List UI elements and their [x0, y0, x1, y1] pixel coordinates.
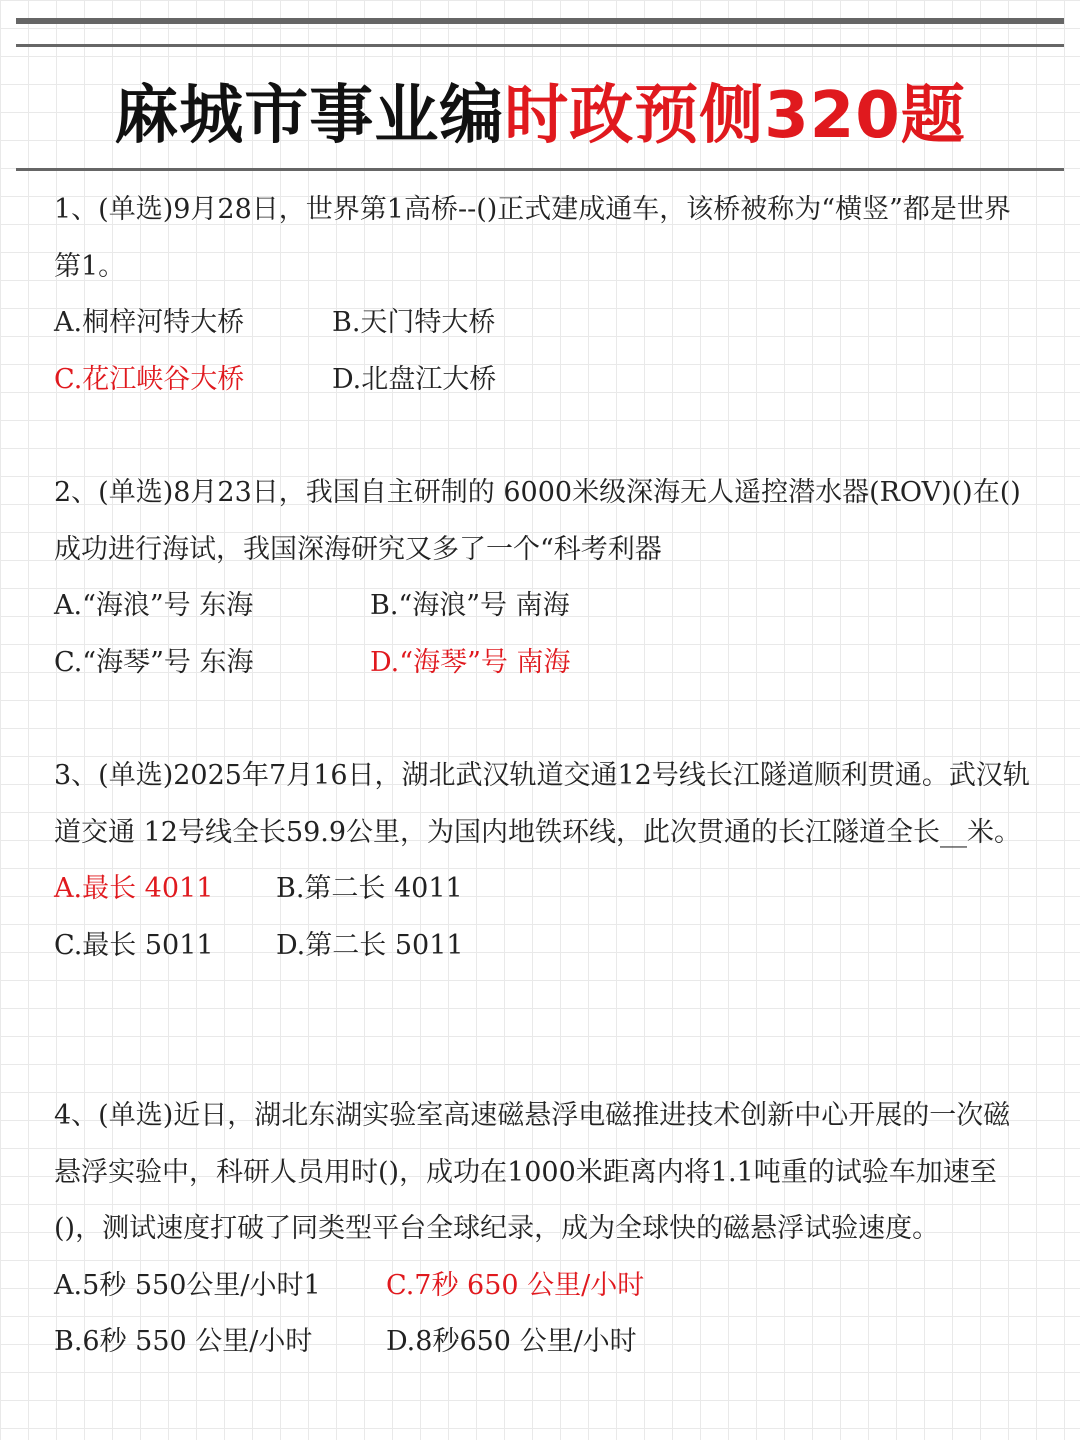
question-1-option-b: B.天门特大桥: [332, 307, 496, 338]
top-rule-thin: [16, 44, 1064, 47]
title-red-part: 时政预侧320题: [504, 79, 966, 153]
question-3-options-row-1: [54, 861, 1030, 918]
title-underline-rule: [16, 168, 1064, 171]
question-1: [54, 182, 1030, 408]
top-rule-thick: [16, 18, 1064, 24]
question-2-text: 2、(单选)8月23日，我国自主研制的 6000米级深海无人遥控潜水器(ROV)()在()成功进行海试，我国深海研究又多了一个“科考利器: [54, 477, 1021, 565]
question-3-text: 3、(单选)2025年7月16日，湖北武汉轨道交通12号线长江隧道顺利贯通。武汉轨道交通 12号线全长59.9公里，为国内地铁环线，此次贯通的长江隧道全长__米。: [54, 760, 1030, 848]
question-2-option-c: C.“海琴”号 东海: [54, 646, 254, 678]
question-3-option-d: D.第二长 5011: [276, 929, 464, 961]
question-1-options-row-2: [54, 352, 1030, 409]
question-2-option-a: A.“海浪”号 东海: [54, 590, 254, 621]
question-4-options-row-1: [54, 1258, 1030, 1315]
page-title: [0, 68, 1080, 164]
question-1-options-row-1: [54, 295, 1030, 352]
question-3: [54, 748, 1030, 974]
question-2-option-b: B.“海浪”号 南海: [370, 590, 570, 621]
question-4-option-b: B.6秒 550 公里/小时: [54, 1326, 313, 1357]
question-2-options-row-2: [54, 635, 1030, 692]
question-1-option-a: A.桐梓河特大桥: [54, 307, 245, 338]
question-4-text: 4、(单选)近日，湖北东湖实验室高速磁悬浮电磁推进技术创新中心开展的一次磁悬浮实验中，科研人员用时()，成功在1000米距离内将1.1吨重的试验车加速至()，测试速度打破了同类型平台全球纪录，成为全球快的磁悬浮试验速度。: [54, 1100, 1011, 1244]
title-black-part: 麻城市事业编: [114, 79, 505, 153]
question-2: [54, 465, 1030, 691]
question-4-option-c-answer: C.7秒 650 公里/小时: [386, 1269, 645, 1301]
question-4-option-a: A.5秒 550公里/小时1: [54, 1269, 321, 1301]
question-1-text: 1、(单选)9月28日，世界第1高桥--()正式建成通车，该桥被称为“横竖”都是世界第1。: [54, 194, 1011, 282]
question-4: [54, 1088, 1030, 1371]
question-3-option-b: B.第二长 4011: [276, 873, 463, 904]
question-2-option-d-answer: D.“海琴”号 南海: [370, 646, 571, 678]
question-1-option-c-answer: C.花江峡谷大桥: [54, 363, 245, 395]
question-4-option-d: D.8秒650 公里/小时: [386, 1326, 637, 1357]
question-1-option-d: D.北盘江大桥: [332, 363, 497, 395]
question-3-option-a-answer: A.最长 4011: [54, 873, 214, 904]
question-3-options-row-2: [54, 918, 1030, 975]
question-4-options-row-2: [54, 1314, 1030, 1371]
question-2-options-row-1: [54, 578, 1030, 635]
question-3-option-c: C.最长 5011: [54, 929, 214, 961]
